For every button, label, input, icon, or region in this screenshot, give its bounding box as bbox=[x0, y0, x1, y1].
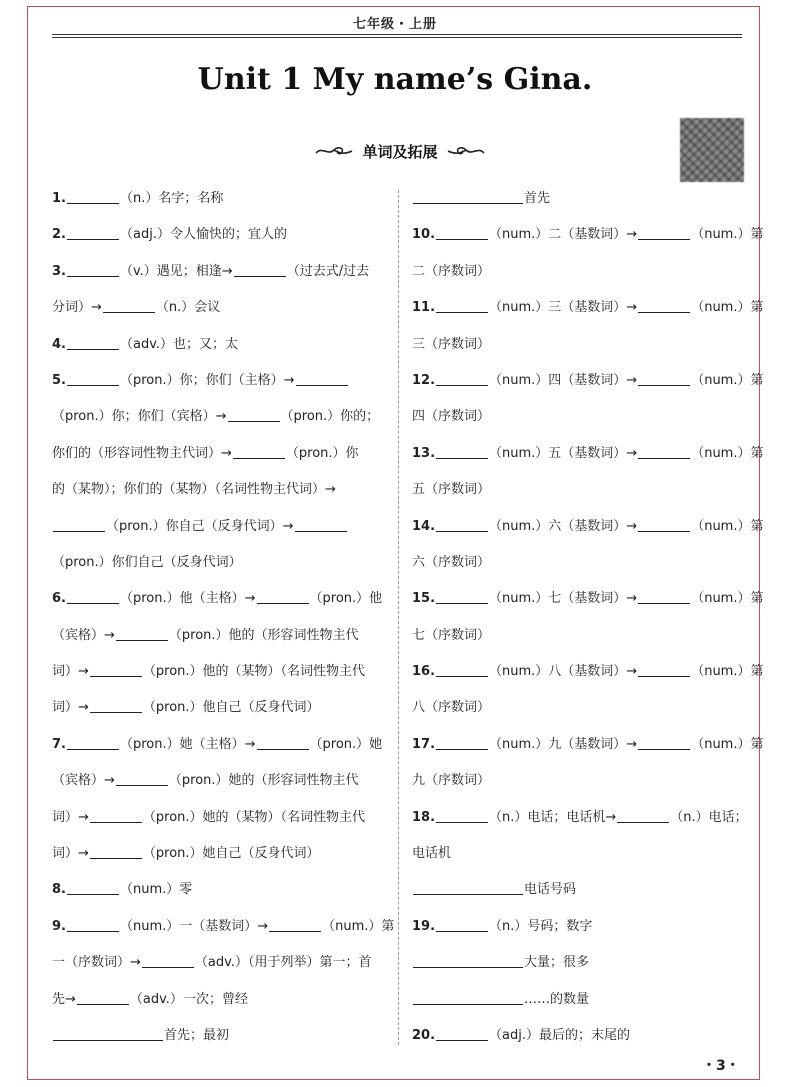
answer-blank[interactable] bbox=[103, 298, 155, 313]
column-divider bbox=[398, 190, 399, 1045]
section-title: 单词及拓展 bbox=[362, 142, 438, 161]
answer-blank[interactable] bbox=[90, 808, 142, 823]
exercise-line bbox=[52, 181, 387, 217]
item-text: （pron.）她的（形容词性物主代 bbox=[168, 773, 359, 789]
item-text: （adj.）最后的；末尾的 bbox=[489, 1027, 630, 1043]
item-text: 首先 bbox=[524, 191, 551, 206]
item-number: 11. bbox=[412, 300, 436, 316]
answer-blank[interactable] bbox=[67, 189, 119, 204]
item-text: （n.）号码；数字 bbox=[489, 918, 593, 934]
item-text: （num.）七（基数词）→ bbox=[489, 591, 638, 607]
answer-blank[interactable] bbox=[638, 298, 690, 313]
page-number: ・3・ bbox=[702, 1058, 740, 1074]
exercise-line bbox=[412, 217, 764, 253]
item-text: （pron.）她 bbox=[309, 736, 383, 752]
exercise-line bbox=[412, 290, 764, 326]
exercise-line bbox=[412, 982, 744, 1018]
answer-blank[interactable] bbox=[436, 444, 488, 459]
answer-blank[interactable] bbox=[617, 808, 669, 823]
answer-blank[interactable] bbox=[638, 735, 690, 750]
item-text: （num.）第 bbox=[691, 518, 764, 534]
answer-blank[interactable] bbox=[67, 880, 119, 895]
item-text: 七（序数词） bbox=[412, 627, 491, 643]
answer-blank[interactable] bbox=[77, 990, 129, 1005]
exercise-line bbox=[412, 945, 744, 981]
item-text: （num.）一（基数词）→ bbox=[119, 918, 269, 934]
item-text: 电话号码 bbox=[524, 882, 577, 898]
exercise-line bbox=[412, 327, 744, 363]
item-text: （num.）第 bbox=[691, 300, 764, 316]
exercise-line bbox=[52, 217, 387, 253]
exercise-line bbox=[52, 909, 395, 945]
answer-blank[interactable] bbox=[228, 407, 280, 422]
exercise-line bbox=[412, 836, 744, 872]
exercise-line bbox=[52, 727, 387, 763]
item-text: 首先；最初 bbox=[164, 1027, 230, 1043]
item-text: （adv.）也；又；太 bbox=[119, 336, 239, 352]
answer-blank[interactable] bbox=[67, 371, 119, 386]
item-text: （num.）第 bbox=[691, 445, 764, 461]
answer-blank[interactable] bbox=[233, 444, 285, 459]
exercise-line bbox=[52, 800, 387, 836]
item-text: （pron.）她（主格）→ bbox=[119, 736, 256, 752]
item-text: 四（序数词） bbox=[412, 409, 491, 425]
exercise-line bbox=[412, 545, 744, 581]
item-number: 16. bbox=[412, 664, 436, 680]
answer-blank[interactable] bbox=[413, 953, 523, 968]
answer-blank[interactable] bbox=[638, 517, 690, 532]
item-text: 二（序数词） bbox=[412, 263, 491, 279]
item-text: （num.）第 bbox=[691, 736, 764, 752]
answer-blank[interactable] bbox=[67, 262, 119, 277]
exercise-line bbox=[412, 181, 744, 217]
answer-blank[interactable] bbox=[257, 589, 309, 604]
exercise-line bbox=[52, 945, 387, 981]
answer-blank[interactable] bbox=[436, 371, 488, 386]
answer-blank[interactable] bbox=[67, 735, 119, 750]
exercise-line bbox=[52, 290, 387, 326]
exercise-line bbox=[412, 618, 744, 654]
item-text: 八（序数词） bbox=[412, 700, 491, 716]
answer-blank[interactable] bbox=[638, 225, 690, 240]
answer-blank[interactable] bbox=[436, 1026, 488, 1041]
item-text: 先→ bbox=[52, 991, 76, 1007]
exercise-line bbox=[52, 618, 387, 654]
answer-blank[interactable] bbox=[90, 844, 142, 859]
exercise-line bbox=[412, 399, 744, 435]
answer-blank[interactable] bbox=[436, 808, 488, 823]
item-text: （v.）遇见；相逢→ bbox=[119, 263, 233, 279]
item-text: （pron.）你的； bbox=[280, 409, 380, 425]
item-number: 6. bbox=[52, 591, 66, 607]
swirl-ornament-icon bbox=[446, 144, 486, 158]
exercise-line bbox=[412, 909, 744, 945]
exercise-line bbox=[412, 581, 764, 617]
item-text: （宾格）→ bbox=[52, 773, 115, 789]
answer-blank[interactable] bbox=[413, 880, 523, 895]
answer-blank[interactable] bbox=[436, 917, 488, 932]
item-number: 7. bbox=[52, 736, 66, 752]
answer-blank[interactable] bbox=[234, 262, 286, 277]
answer-blank[interactable] bbox=[296, 371, 348, 386]
item-text: （pron.）你；你们（宾格）→ bbox=[52, 409, 227, 425]
answer-blank[interactable] bbox=[436, 735, 488, 750]
answer-blank[interactable] bbox=[436, 517, 488, 532]
item-text: （num.）九（基数词）→ bbox=[489, 736, 638, 752]
item-number: 2. bbox=[52, 227, 66, 243]
item-text: （num.）六（基数词）→ bbox=[489, 518, 638, 534]
item-text: （num.）第 bbox=[691, 591, 764, 607]
item-number: 15. bbox=[412, 591, 436, 607]
swirl-ornament-icon bbox=[314, 144, 354, 158]
running-header: 七年级・上册 bbox=[352, 17, 437, 32]
answer-blank[interactable] bbox=[53, 517, 105, 532]
item-number: 19. bbox=[412, 918, 436, 934]
exercise-line bbox=[52, 836, 387, 872]
item-text: （n.）名字；名称 bbox=[119, 191, 224, 206]
exercise-line bbox=[412, 654, 764, 690]
item-text: （n.）电话；电话机→ bbox=[489, 809, 617, 825]
item-text: （pron.）他（主格）→ bbox=[119, 591, 256, 607]
answer-blank[interactable] bbox=[67, 335, 119, 350]
exercise-line bbox=[52, 982, 387, 1018]
item-text: （pron.）他的（形容词性物主代 bbox=[168, 627, 359, 643]
exercise-line bbox=[412, 509, 764, 545]
item-number: 17. bbox=[412, 736, 436, 752]
item-text: （adj.）令人愉快的；宜人的 bbox=[119, 227, 287, 243]
item-number: 20. bbox=[412, 1027, 436, 1043]
item-text: 一（序数词）→ bbox=[52, 955, 141, 971]
exercise-line bbox=[52, 581, 387, 617]
qr-code-icon[interactable] bbox=[680, 118, 744, 182]
item-text: （num.）五（基数词）→ bbox=[489, 445, 638, 461]
answer-blank[interactable] bbox=[638, 589, 690, 604]
exercise-line bbox=[412, 763, 744, 799]
item-number: 14. bbox=[412, 518, 436, 534]
item-number: 12. bbox=[412, 372, 436, 388]
item-text: （pron.）你；你们（主格）→ bbox=[119, 372, 295, 388]
exercise-line bbox=[52, 327, 387, 363]
item-text: 的（某物）；你们的（某物）（名词性物主代词）→ bbox=[52, 482, 336, 498]
item-text: 词）→ bbox=[52, 846, 89, 862]
item-text: （过去式/过去 bbox=[286, 263, 370, 279]
answer-blank[interactable] bbox=[116, 771, 168, 786]
item-text: （num.）二（基数词）→ bbox=[489, 227, 638, 243]
exercise-line bbox=[52, 763, 387, 799]
item-text: （adv.）（用于列举）第一；首 bbox=[194, 955, 372, 971]
exercise-line bbox=[52, 690, 387, 726]
item-text: （n.）会议 bbox=[155, 300, 221, 316]
answer-blank[interactable] bbox=[436, 589, 488, 604]
item-text: （num.）第 bbox=[322, 918, 395, 934]
exercise-line bbox=[52, 472, 387, 508]
item-text: 九（序数词） bbox=[412, 773, 491, 789]
answer-blank[interactable] bbox=[413, 990, 523, 1005]
item-text: 你们的（形容词性物主代词）→ bbox=[52, 445, 232, 461]
answer-blank[interactable] bbox=[638, 662, 690, 677]
item-text: （pron.）你自己（反身代词）→ bbox=[106, 518, 294, 534]
exercise-line bbox=[52, 654, 387, 690]
exercise-line bbox=[412, 363, 764, 399]
item-number: 8. bbox=[52, 882, 66, 898]
item-text: （num.）三（基数词）→ bbox=[489, 300, 638, 316]
answer-blank[interactable] bbox=[67, 225, 119, 240]
item-text: 词）→ bbox=[52, 809, 89, 825]
answer-blank[interactable] bbox=[436, 662, 488, 677]
item-number: 13. bbox=[412, 445, 436, 461]
unit-title: Unit 1 My name’s Gina. bbox=[197, 62, 593, 97]
item-text: （n.）电话； bbox=[670, 809, 748, 825]
item-text: （pron.）他自己（反身代词） bbox=[142, 700, 320, 716]
item-text: （pron.）他的（某物）（名词性物主代 bbox=[142, 664, 366, 680]
item-text: 词）→ bbox=[52, 664, 89, 680]
exercise-line bbox=[412, 872, 744, 908]
answer-blank[interactable] bbox=[67, 917, 119, 932]
item-text: 词）→ bbox=[52, 700, 89, 716]
answer-blank[interactable] bbox=[638, 444, 690, 459]
answer-blank[interactable] bbox=[638, 371, 690, 386]
exercise-line bbox=[412, 436, 764, 472]
item-number: 4. bbox=[52, 336, 66, 352]
exercise-line bbox=[52, 363, 387, 399]
section-heading bbox=[300, 138, 500, 164]
exercise-line bbox=[52, 399, 387, 435]
item-number: 1. bbox=[52, 191, 66, 206]
header-rule-thin bbox=[52, 37, 742, 38]
exercise-line bbox=[412, 800, 748, 836]
item-text: 分词）→ bbox=[52, 300, 102, 316]
item-text: 三（序数词） bbox=[412, 336, 491, 352]
item-text: 六（序数词） bbox=[412, 554, 491, 570]
exercise-line bbox=[412, 254, 744, 290]
item-number: 5. bbox=[52, 372, 66, 388]
exercise-line bbox=[412, 1018, 744, 1054]
exercise-line bbox=[412, 472, 744, 508]
item-text: （pron.）你们自己（反身代词） bbox=[52, 554, 242, 570]
answer-blank[interactable] bbox=[116, 626, 168, 641]
answer-blank[interactable] bbox=[436, 225, 488, 240]
answer-blank[interactable] bbox=[295, 517, 347, 532]
item-text: （adv.）一次；曾经 bbox=[129, 991, 248, 1007]
exercise-line bbox=[52, 509, 387, 545]
answer-blank[interactable] bbox=[413, 189, 523, 204]
item-text: （num.）第 bbox=[691, 664, 764, 680]
item-text: （pron.）她的（某物）（名词性物主代 bbox=[142, 809, 366, 825]
item-text: 电话机 bbox=[412, 846, 452, 862]
exercise-line bbox=[52, 545, 387, 581]
answer-blank[interactable] bbox=[90, 662, 142, 677]
item-number: 10. bbox=[412, 227, 436, 243]
answer-blank[interactable] bbox=[90, 698, 142, 713]
item-text: ……的数量 bbox=[524, 991, 590, 1007]
answer-blank[interactable] bbox=[53, 1026, 163, 1041]
item-text: （num.）八（基数词）→ bbox=[489, 664, 638, 680]
answer-blank[interactable] bbox=[67, 589, 119, 604]
exercise-line bbox=[52, 1018, 387, 1054]
exercise-line bbox=[52, 872, 387, 908]
header-rule bbox=[52, 34, 742, 35]
exercise-line bbox=[412, 727, 764, 763]
item-text: （宾格）→ bbox=[52, 627, 115, 643]
item-text: （pron.）你 bbox=[285, 445, 359, 461]
answer-blank[interactable] bbox=[436, 298, 488, 313]
item-text: 五（序数词） bbox=[412, 482, 491, 498]
answer-blank[interactable] bbox=[269, 917, 321, 932]
item-text: （num.）第 bbox=[691, 227, 764, 243]
left-column bbox=[52, 181, 395, 1054]
item-text: （num.）第 bbox=[691, 372, 764, 388]
right-column bbox=[412, 181, 764, 1054]
item-text: （num.）四（基数词）→ bbox=[489, 372, 638, 388]
item-text: （num.）零 bbox=[119, 882, 193, 898]
item-number: 18. bbox=[412, 809, 436, 825]
item-number: 9. bbox=[52, 918, 66, 934]
answer-blank[interactable] bbox=[257, 735, 309, 750]
answer-blank[interactable] bbox=[142, 953, 194, 968]
exercise-line bbox=[52, 254, 387, 290]
exercise-line bbox=[52, 436, 387, 472]
item-text: （pron.）她自己（反身代词） bbox=[142, 846, 320, 862]
item-number: 3. bbox=[52, 263, 66, 279]
item-text: 大量；很多 bbox=[524, 955, 590, 971]
item-text: （pron.）他 bbox=[309, 591, 383, 607]
exercise-line bbox=[412, 690, 744, 726]
